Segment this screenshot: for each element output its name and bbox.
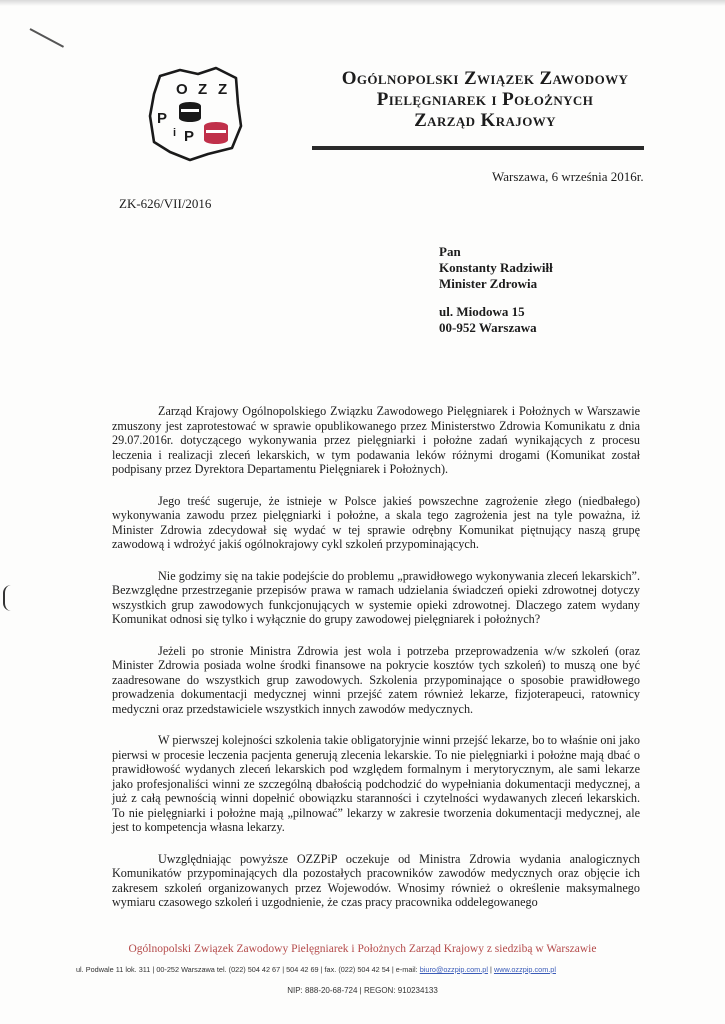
logo-letter-p1: P: [157, 110, 168, 127]
scan-edge: [0, 0, 725, 6]
logo-letter-o: O: [176, 81, 188, 98]
body-paragraph-3: Nie godzimy się na takie podejście do problemu „prawidłowego wykonywania zleceń lekarskich”. Bezwzględne przestrzeganie przepisów prawa w ramach udzielania świadczeń opieki zdrowotnej dotyczy wszystkich grup zawodowych funkcjonujących w systemie opieki zdrowotnej. Dlaczego zatem wydany Komunikat odnosi się tylko i wyłącznie do grupy zawodowej pielęgniarek i położnych?: [112, 568, 640, 626]
recipient-city: 00-952 Warszawa: [439, 320, 537, 335]
logo-letter-z2: Z: [218, 81, 228, 98]
body-paragraph-6: Uwzględniając powyższe OZZPiP oczekuje od Ministra Zdrowia wydania analogicznych Komunikatów przypominających dla pozostałych pracowników zawodów medycznych oraz objęcie ich zakresem szkoleń organizowanych przez Wojewodów. Wnosimy również o określenie maksymalnego wymiaru czasowego szkoleń i uzgodnienie, że czas pracy pracownika oddelegowanego: [112, 851, 640, 909]
recipient-name: Konstanty Radziwiłł: [439, 260, 553, 275]
footer-contact-text: ul. Podwale 11 lok. 311 | 00-252 Warszawa tel. (022) 504 42 67 | 504 42 69 | fax. (022) 504 42 54 | e-mail:: [76, 965, 418, 974]
recipient-address: [439, 244, 553, 336]
org-name-line3: Zarząd Krajowy: [414, 110, 556, 131]
recipient-salutation: Pan: [439, 244, 461, 259]
footer-separator: |: [490, 965, 492, 974]
recipient-street: ul. Miodowa 15: [439, 304, 525, 319]
nurse-cap-black-icon: [179, 102, 201, 122]
org-name-line1: Ogólnopolski Związek Zawodowy: [341, 68, 629, 89]
organization-header: [290, 68, 680, 131]
body-paragraph-1: Zarząd Krajowy Ogólnopolskiego Związku Zawodowego Pielęgniarek i Położnych w Warszawie zmuszony jest zaprotestować w sprawie opublikowanego przez Ministerstwo Zdrowia Komunikatu z dnia 29.07.2016r. dotyczącego wykonywania przez pielęgniarki i położne zadań wynikających z procesu leczenia i realizacji zleceń lekarskich, w tym podawania leków różnymi drogami (Komunikat został podpisany przez Dyrektora Departamentu Pielęgniarek i Położnych).: [112, 404, 640, 476]
corner-pen-mark: [30, 28, 64, 48]
org-name-line2: Pielęgniarek i Położnych: [376, 89, 594, 110]
reference-number: ZK-626/VII/2016: [119, 196, 212, 211]
body-paragraph-4: Jeżeli po stronie Ministra Zdrowia jest wola i potrzeba przeprowadzenia w/w szkoleń (oraz Minister Zdrowia posiada wolne środki finansowe na pokrycie kosztów tych szkoleń) to muszą one być zaadresowane do wszystkich grup zawodowych. Szkolenia przypominające o sposobie prawidłowego prowadzenia dokumentacji medycznej winni przejść zatem również lekarze, fizjoterapeuci, ratownicy medyczni oraz przedstawiciele wszystkich innych zawodów medycznych.: [112, 643, 640, 716]
body-paragraph-2: Jego treść sugeruje, że istnieje w Polsce jakieś powszechne zagrożenie złego (niedbałego) wykonywania zawodu przez pielęgniarki i położne, a skala tego zagrożenia jest na tyle poważna, iż Minister Zdrowia zdecydował się wydać w tej sprawie odrębny Komunikat piętnujący naszą grupę zawodową i wdrożyć jakiś ogólnokrajowy cykl szkoleń przypominających.: [112, 493, 640, 551]
recipient-position: Minister Zdrowia: [439, 276, 538, 291]
logo-letter-z1: Z: [198, 81, 208, 98]
header-rule: [312, 146, 644, 150]
footer-website-link[interactable]: www.ozzpip.com.pl: [493, 965, 556, 974]
footer-organization-name: Ogólnopolski Związek Zawodowy Pielęgniarek i Położnych Zarząd Krajowy z siedzibą w Warszawie: [128, 943, 597, 955]
ozzpip-logo: [146, 64, 244, 164]
footer-nip-regon: NIP: 888-20-68-724 | REGON: 910234133: [287, 986, 438, 995]
margin-bracket-mark: [3, 585, 11, 611]
logo-letter-i: i: [173, 127, 177, 139]
footer-email-link[interactable]: biuro@ozzpip.com.pl: [419, 965, 488, 974]
nurse-cap-red-icon: [204, 122, 228, 144]
logo-letter-p2: P: [184, 128, 195, 145]
letter-body: [112, 404, 640, 910]
body-paragraph-5: W pierwszej kolejności szkolenia takie obligatoryjnie winni przejść lekarze, bo to właśnie oni jako pierwsi w procesie leczenia pacjenta generują zlecenia lekarskie. To nie pielęgniarki i położne mają dbać o prawidłowość wydanych zleceń lekarskich pod względem formalnym i merytorycznym, ale sami lekarze jako profesjonaliści winni ze szczególną dbałością podchodzić do wypełniania dokumentacji medycznej, a już z całą pewnością winni dopełnić obowiązku staranności i czytelności wydawanych zleceń lekarskich. To nie pielęgniarki i położne mają „pilnować” lekarzy w zakresie tworzenia dokumentacji medycznej, ale jest to kompetencja własna lekarzy.: [112, 733, 640, 834]
letter-date: Warszawa, 6 września 2016r.: [492, 169, 644, 184]
footer-contact-line: [76, 965, 636, 974]
